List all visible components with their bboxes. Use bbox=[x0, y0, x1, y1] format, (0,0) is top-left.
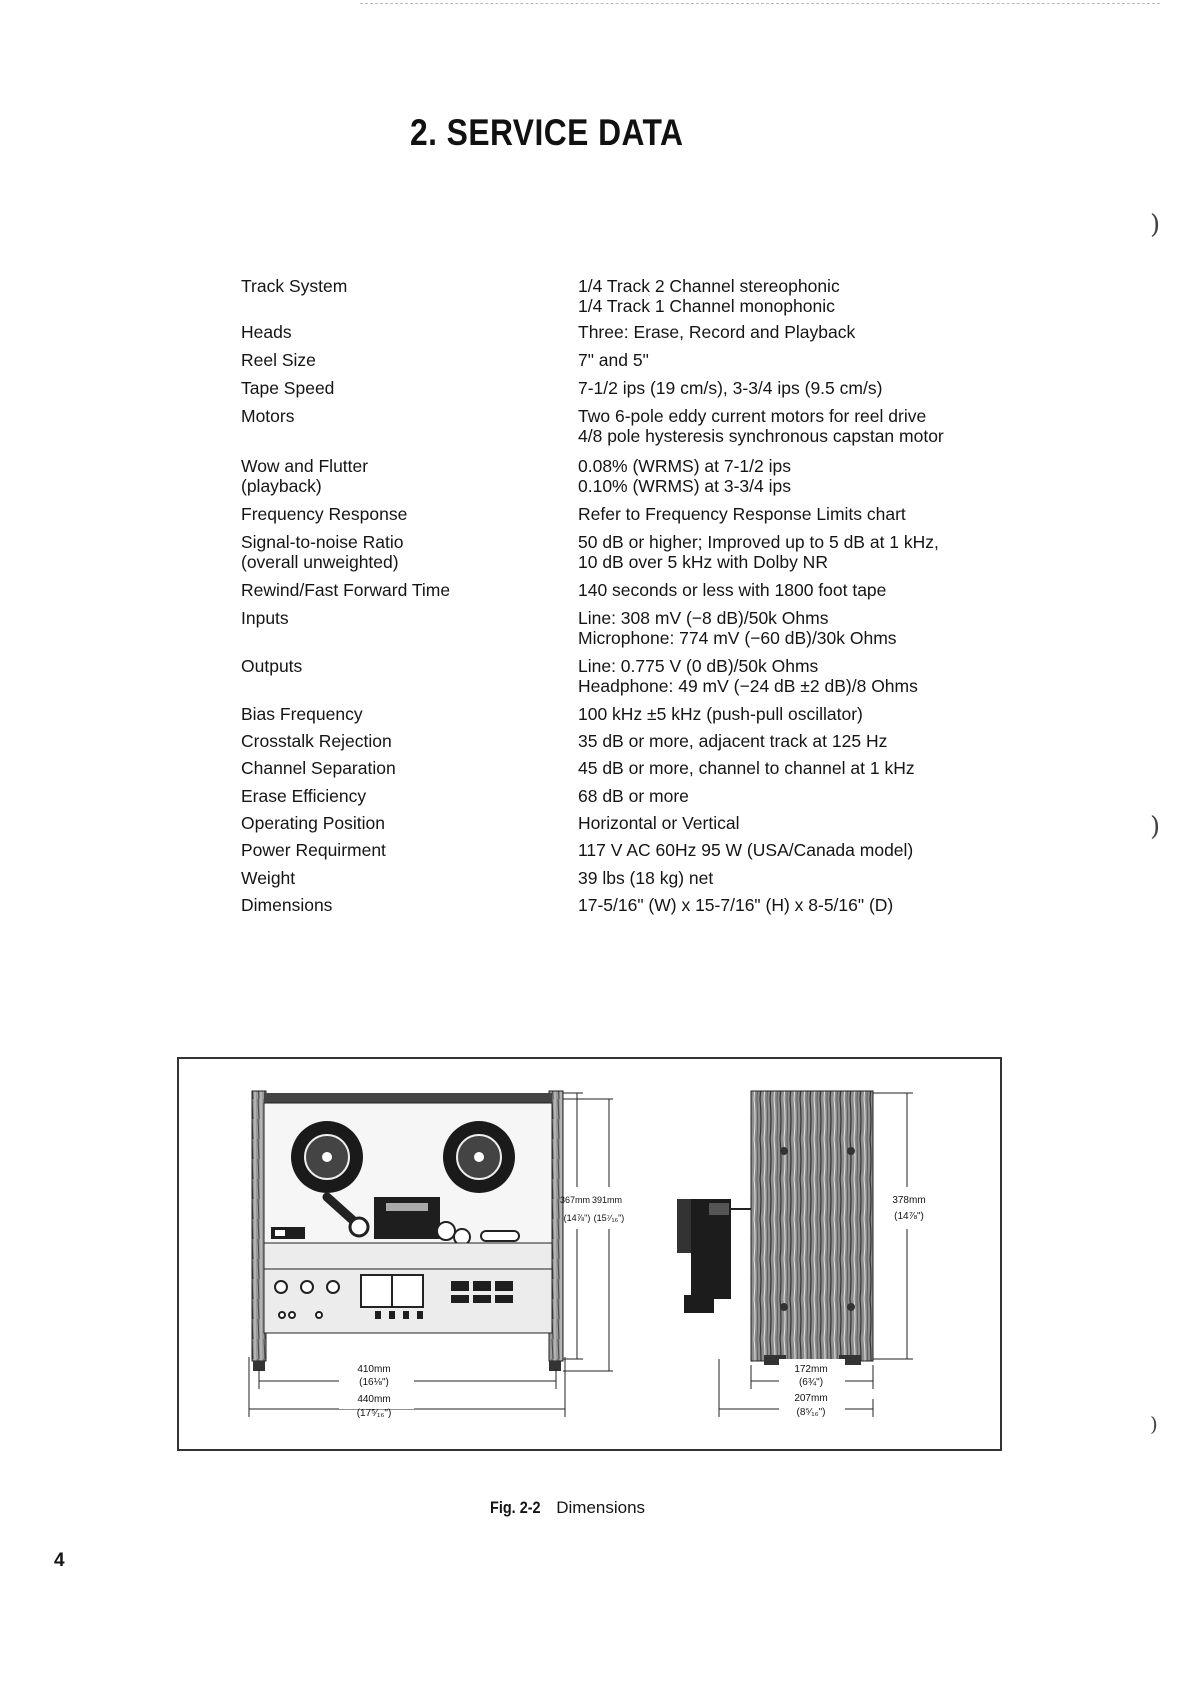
spec-value-line: 10 dB over 5 kHz with Dolby NR bbox=[578, 552, 828, 572]
spec-value bbox=[578, 868, 1038, 888]
spec-label: Weight bbox=[241, 868, 296, 888]
spec-value-line: 7" and 5" bbox=[578, 350, 649, 370]
spec-value-line: Line: 308 mV (−8 dB)/50k Ohms bbox=[578, 608, 829, 628]
page-number: 4 bbox=[54, 1550, 65, 1571]
spec-label: Wow and Flutter (playback) bbox=[241, 456, 369, 496]
side-height-in: (14⅞") bbox=[894, 1211, 924, 1222]
spec-value bbox=[578, 786, 1038, 806]
spec-label: Outputs bbox=[241, 656, 303, 676]
spec-label: Signal-to-noise Ratio (overall unweighted) bbox=[241, 532, 404, 572]
spec-value bbox=[578, 350, 1038, 370]
spec-label: Heads bbox=[241, 322, 292, 342]
spec-value-line: Horizontal or Vertical bbox=[578, 813, 740, 833]
spec-value-line: Microphone: 774 mV (−60 dB)/30k Ohms bbox=[578, 628, 897, 648]
side-depth-outer-mm: 207mm bbox=[794, 1393, 828, 1404]
spec-value bbox=[578, 758, 1038, 778]
side-depth-inner-mm: 172mm bbox=[794, 1364, 828, 1375]
spec-label: Power Requirment bbox=[241, 840, 386, 860]
spec-value-line: Line: 0.775 V (0 dB)/50k Ohms bbox=[578, 656, 819, 676]
front-view bbox=[249, 1091, 624, 1419]
spec-label: Operating Position bbox=[241, 813, 385, 833]
spec-value-line: 0.10% (WRMS) at 3-3/4 ips bbox=[578, 476, 791, 496]
spec-value bbox=[578, 378, 1038, 398]
spec-value-line: Two 6-pole eddy current motors for reel drive bbox=[578, 406, 927, 426]
front-width-outer-in: (17⁵⁄₁₆") bbox=[356, 1408, 392, 1419]
spec-value bbox=[578, 322, 1038, 342]
figure-caption bbox=[490, 1498, 645, 1518]
spec-value-line: 39 lbs (18 kg) net bbox=[578, 868, 714, 888]
front-width-outer-mm: 440mm bbox=[357, 1394, 391, 1405]
spec-value bbox=[578, 813, 1038, 833]
spec-value bbox=[578, 704, 1038, 724]
spec-value-line: 50 dB or higher; Improved up to 5 dB at 1 kHz, bbox=[578, 532, 939, 552]
figure-caption-text: Dimensions bbox=[556, 1498, 646, 1517]
spec-label: Track System bbox=[241, 276, 348, 296]
side-depth-outer-in: (8⁵⁄₁₆") bbox=[796, 1407, 826, 1418]
spec-value-line: Three: Erase, Record and Playback bbox=[578, 322, 856, 342]
spec-value bbox=[578, 504, 1038, 524]
spec-value bbox=[578, 895, 1038, 915]
spec-value-line: 45 dB or more, channel to channel at 1 kHz bbox=[578, 758, 915, 778]
spec-value-line: 140 seconds or less with 1800 foot tape bbox=[578, 580, 887, 600]
front-width-inner-in: (16⅛") bbox=[359, 1377, 389, 1388]
spec-value-line: 1/4 Track 2 Channel stereophonic bbox=[578, 276, 840, 296]
side-depth-inner-in: (6¾") bbox=[798, 1377, 824, 1388]
front-height-inner-in: (14⅞") bbox=[563, 1213, 591, 1223]
spec-value bbox=[578, 580, 1038, 600]
spec-label: Bias Frequency bbox=[241, 704, 363, 724]
scan-top-edge bbox=[360, 3, 1160, 4]
scan-margin-mark: ) bbox=[1150, 812, 1161, 842]
front-height-inner-mm: 367mm bbox=[559, 1195, 591, 1205]
spec-value bbox=[578, 656, 1038, 696]
side-view bbox=[677, 1091, 926, 1418]
spec-value-line: 117 V AC 60Hz 95 W (USA/Canada model) bbox=[578, 840, 914, 860]
spec-label: Tape Speed bbox=[241, 378, 335, 398]
spec-value-line: 17-5/16" (W) x 15-7/16" (H) x 8-5/16" (D) bbox=[578, 895, 894, 915]
front-height-outer-in: (15⁷⁄₁₆") bbox=[593, 1213, 625, 1223]
spec-label: Inputs bbox=[241, 608, 289, 628]
spec-value bbox=[578, 840, 1038, 860]
spec-value-line: 68 dB or more bbox=[578, 786, 689, 806]
front-width-inner-mm: 410mm bbox=[357, 1364, 391, 1375]
spec-label: Reel Size bbox=[241, 350, 316, 370]
scan-margin-mark: ) bbox=[1150, 210, 1161, 240]
spec-value-line: 7-1/2 ips (19 cm/s), 3-3/4 ips (9.5 cm/s) bbox=[578, 378, 883, 398]
front-height-outer-mm: 391mm bbox=[591, 1195, 623, 1205]
spec-value-line: 1/4 Track 1 Channel monophonic bbox=[578, 296, 835, 316]
spec-value-line: 35 dB or more, adjacent track at 125 Hz bbox=[578, 731, 888, 751]
spec-label: Dimensions bbox=[241, 895, 333, 915]
side-height-mm: 378mm bbox=[892, 1195, 926, 1206]
spec-label: Erase Efficiency bbox=[241, 786, 367, 806]
figure-number: Fig. 2-2 bbox=[490, 1498, 541, 1517]
spec-label: Frequency Response bbox=[241, 504, 408, 524]
spec-value-line: Headphone: 49 mV (−24 dB ±2 dB)/8 Ohms bbox=[578, 676, 918, 696]
spec-value-line: 100 kHz ±5 kHz (push-pull oscillator) bbox=[578, 704, 863, 724]
spec-value bbox=[578, 276, 1038, 316]
spec-value-line: Refer to Frequency Response Limits chart bbox=[578, 504, 906, 524]
spec-label: Channel Separation bbox=[241, 758, 396, 778]
spec-value bbox=[578, 608, 1038, 648]
dimensions-figure bbox=[177, 1057, 1002, 1451]
spec-value bbox=[578, 532, 1038, 572]
spec-value bbox=[578, 406, 1038, 446]
spec-value bbox=[578, 456, 1038, 496]
spec-label: Crosstalk Rejection bbox=[241, 731, 392, 751]
spec-value-line: 4/8 pole hysteresis synchronous capstan motor bbox=[578, 426, 944, 446]
page-title: 2. SERVICE DATA bbox=[410, 112, 684, 153]
spec-label: Rewind/Fast Forward Time bbox=[241, 580, 451, 600]
dimensions-drawing bbox=[179, 1059, 1004, 1453]
spec-value-line: 0.08% (WRMS) at 7-1/2 ips bbox=[578, 456, 791, 476]
scan-margin-mark: ) bbox=[1150, 1412, 1158, 1436]
spec-label: Motors bbox=[241, 406, 295, 426]
spec-value bbox=[578, 731, 1038, 751]
